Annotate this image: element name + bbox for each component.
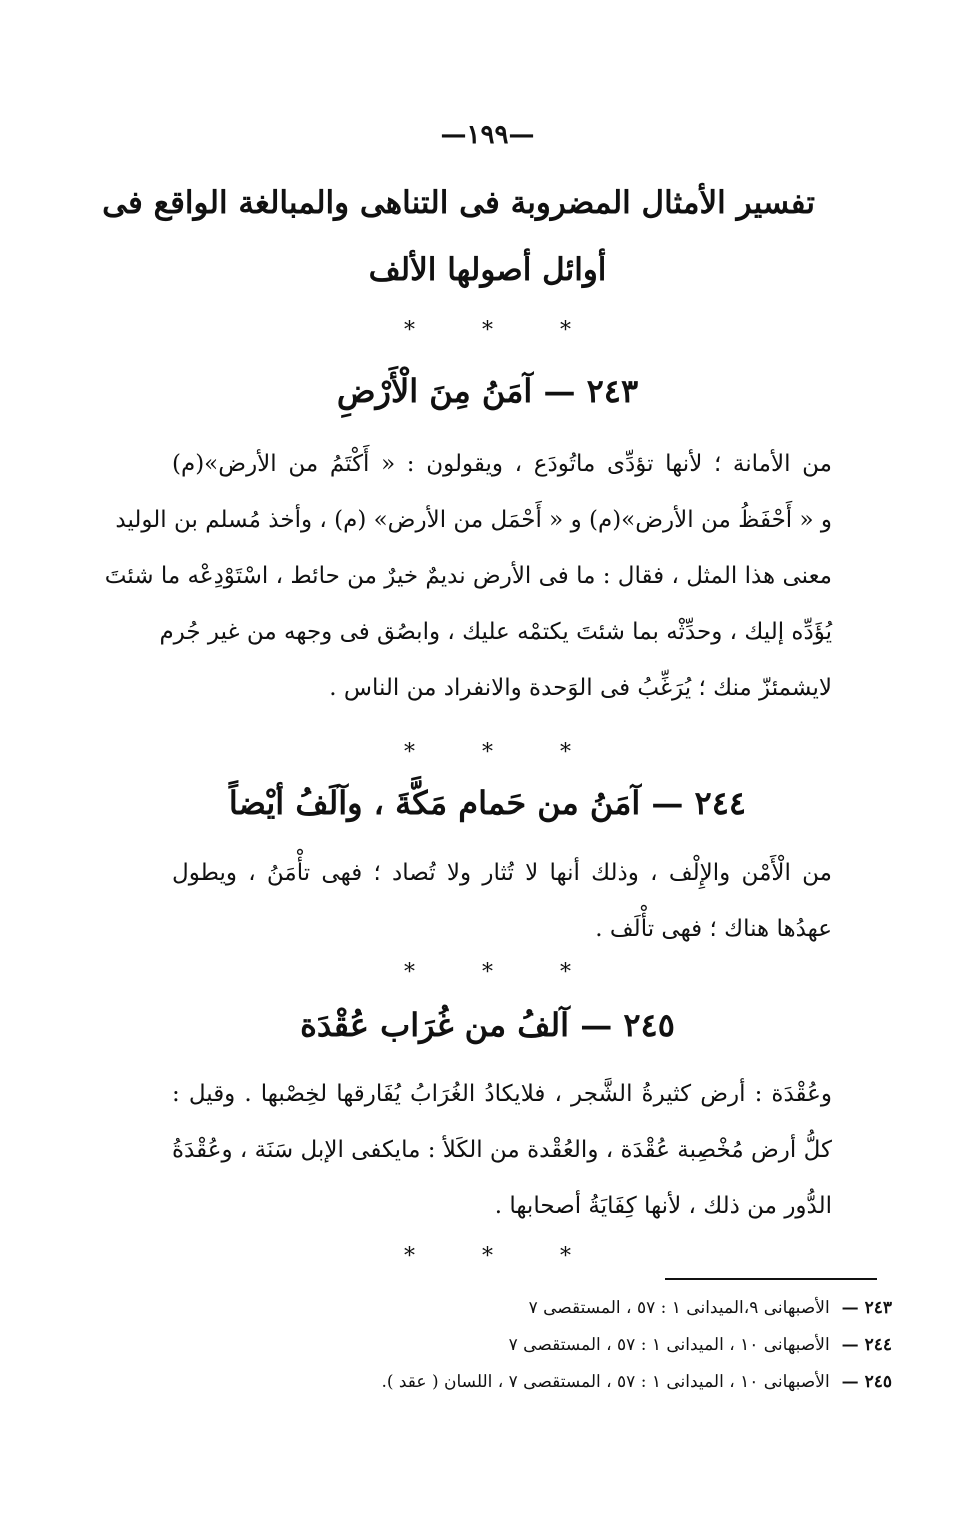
text-line: من الْأَمْن والإِلْف ، وذلك أنها لا تُثار ولا تُصاد ؛ فهى تأْمَنُ ، ويطول (172, 860, 832, 886)
footnote-number: ٢٤٣ — (841, 1298, 892, 1318)
separator-stars: * * * (404, 740, 601, 765)
text-line: عهدُها هناك ؛ فهى تأْلَف . (595, 916, 832, 942)
text-line: كلُّ أرض مُخْصِبة عُقْدَة ، والعُقْدة من الكَلأ : مايكفى الإبل سَنَة ، وعُقْدَةُ (172, 1137, 832, 1163)
footnote-244 (280, 1327, 892, 1364)
separator-stars: * * * (404, 1244, 601, 1269)
entry-body-244 (172, 845, 832, 957)
entry-title-245: ٢٤٥ — آلفُ من غُرَاب عُقْدَة (300, 1006, 675, 1044)
text-line: يُؤَدِّه إليك ، وحدِّثْه بما شئتَ يكتمْه عليك ، وابصُق فى وجهه من غير جُرم (159, 619, 832, 645)
footnote-243 (280, 1290, 892, 1327)
footnote-number: ٢٤٤ — (841, 1335, 892, 1355)
text-line: لايشمئزّ منك ؛ يُرَغِّبُ فى الوَحدة والانفراد من الناس . (329, 675, 832, 701)
chapter-heading-line-1: تفسير الأمثال المضروبة فى التناهى والمبالغة الواقع فى (102, 185, 815, 221)
text-line: وعُقْدَة : أرض كثيرةُ الشَّجر ، فلايكادُ الغُرَابُ يُفَارقها لخِصْبها . وقيل : (172, 1081, 832, 1107)
text-line: و « أَحْفَظُ من الأرض»(م) و « أَحْمَل من الأرض» (م) ، وأخذ مُسلم بن الوليد (115, 507, 832, 533)
page-number: —١٩٩— (440, 120, 535, 150)
entry-title-243: ٢٤٣ — آمَنُ مِنَ الْأَرْضِ (336, 372, 639, 410)
text-line: معنى هذا المثل ، فقال : ما فى الأرض نديمٌ خيرٌ من حائط ، اسْتَوْدِعْه ما شئتَ (104, 563, 832, 589)
entry-title-244: ٢٤٤ — آمَنُ من حَمام مَكَّةَ ، وآلَفُ أيْضاً (228, 784, 747, 822)
text-line: من الأمانة ؛ لأنها تؤدِّى ماتُودَع ، ويقولون : « أَكْتَمُ من الأرض»(م) (172, 451, 832, 477)
entry-body-245 (172, 1066, 832, 1234)
footnote-divider (665, 1278, 877, 1280)
footnote-245 (280, 1364, 892, 1401)
footnote-text: الأصبهانى ١٠ ، الميدانى ١ : ٥٧ ، المستقصى ٧ (508, 1335, 830, 1355)
text-line: الدُّور من ذلك ، لأنها كِفَايَةُ أصحابها . (494, 1193, 832, 1219)
footnotes (280, 1290, 892, 1401)
footnote-text: الأصبهانى ١٠ ، الميدانى ١ : ٥٧ ، المستقصى ٧ ، اللسان ( عقد ). (381, 1372, 830, 1392)
entry-body-243 (104, 436, 832, 716)
footnote-text: الأصبهانى ٩،الميدانى ١ : ٥٧ ، المستقصى ٧ (528, 1298, 830, 1318)
chapter-heading-line-2: أوائل أصولها الألف (368, 252, 607, 288)
separator-stars: * * * (404, 318, 601, 343)
separator-stars: * * * (404, 960, 601, 985)
footnote-number: ٢٤٥ — (841, 1372, 892, 1392)
